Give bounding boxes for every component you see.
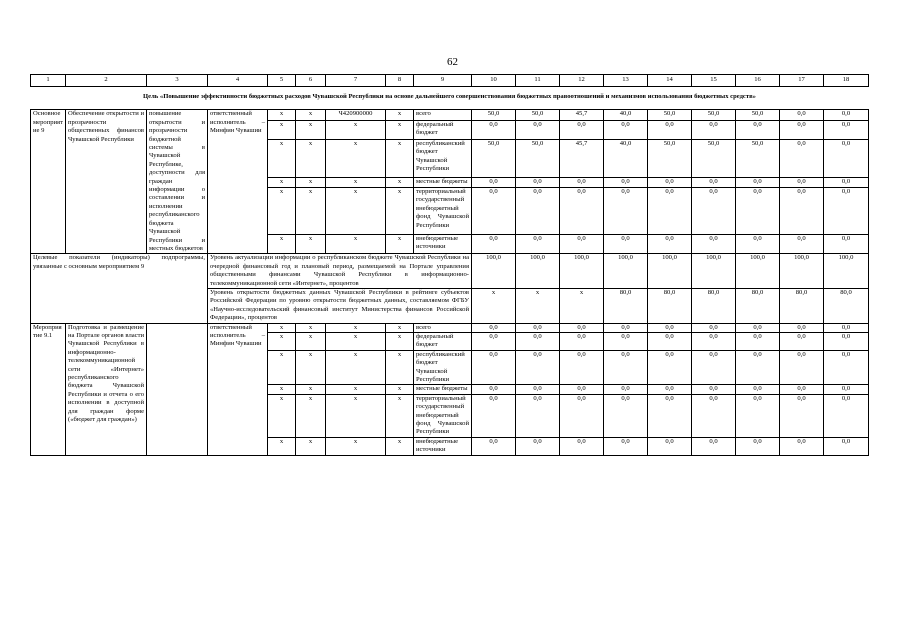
year-value: 0,0 (780, 323, 824, 332)
code-section: x (268, 187, 296, 234)
year-value: 0,0 (604, 177, 648, 187)
year-value: 0,0 (560, 350, 604, 385)
code-target-article: x (326, 394, 386, 437)
indicator-text: Уровень актуализации информации о республиканском бюджете Чувашской Республики на очередной финансовый год и плановый период, размещаемой на Портале управления общественными финансами Чувашской Республики в информационно-телекоммуникационной сети «Интернет», процентов (208, 254, 472, 289)
year-value: 0,0 (780, 394, 824, 437)
funding-source: республиканский бюджет Чувашской Республики (414, 140, 472, 178)
year-value: 0,0 (560, 187, 604, 234)
year-value: 50,0 (516, 110, 560, 120)
year-value: 0,0 (780, 385, 824, 394)
code-section: x (268, 177, 296, 187)
code-target-article: x (326, 187, 386, 234)
code-section: x (268, 323, 296, 332)
measure-9-1-result (147, 323, 208, 455)
year-value: 0,0 (780, 187, 824, 234)
code-section: x (268, 385, 296, 394)
code-target-article: x (326, 120, 386, 139)
code-subsection: x (296, 332, 326, 350)
code-section: x (268, 437, 296, 455)
year-value: 0,0 (736, 332, 780, 350)
code-section: x (268, 332, 296, 350)
code-target-article: x (326, 140, 386, 178)
code-expense-type: x (386, 332, 414, 350)
year-value: 0,0 (736, 120, 780, 139)
code-target-article: x (326, 332, 386, 350)
measure-9-row (31, 110, 869, 120)
year-value: 0,0 (648, 332, 692, 350)
funding-source: федеральный бюджет (414, 120, 472, 139)
year-value: 0,0 (648, 323, 692, 332)
year-value: 0,0 (604, 120, 648, 139)
year-value: 45,7 (560, 140, 604, 178)
measure-9-1-name: Подготовка и размещение на Портале органов власти Чувашской Республики в информационно-телекоммуникационной сети «Интернет» республиканского бюджета Чувашской Республики и отчета о его исполнении в доступной для граждан форме («бюджет для граждан») (66, 323, 147, 455)
year-value: 0,0 (648, 234, 692, 253)
code-subsection: x (296, 394, 326, 437)
year-value: 0,0 (516, 350, 560, 385)
year-value: 50,0 (472, 110, 516, 120)
year-value: 0,0 (648, 350, 692, 385)
code-target-article: Ч420900000 (326, 110, 386, 120)
measure-9-1-title: Мероприятие 9.1 (31, 323, 66, 455)
code-section: x (268, 350, 296, 385)
code-subsection: x (296, 437, 326, 455)
year-value: 0,0 (560, 332, 604, 350)
column-number: 15 (692, 75, 736, 87)
code-subsection: x (296, 323, 326, 332)
year-value: 0,0 (648, 394, 692, 437)
code-expense-type: x (386, 120, 414, 139)
year-value: 0,0 (824, 332, 869, 350)
column-number: 5 (268, 75, 296, 87)
measure-9-1-executor: ответственный исполнитель – Минфин Чувашии (208, 323, 268, 455)
year-value: 0,0 (472, 394, 516, 437)
page-number: 62 (447, 56, 458, 68)
year-value: 0,0 (472, 350, 516, 385)
indicator-value: x (516, 288, 560, 323)
year-value: 0,0 (692, 323, 736, 332)
measure-9-result: повышение открытости и прозрачности бюджетной системы в Чувашской Республике, доступности для граждан информации о составлении и исполнении республиканского бюджета Чувашской Республики и местных бюджетов (147, 110, 208, 254)
year-value: 0,0 (472, 177, 516, 187)
year-value: 0,0 (648, 437, 692, 455)
funding-source: территориальный государственный внебюджетный фонд Чувашской Республики (414, 394, 472, 437)
year-value: 0,0 (736, 177, 780, 187)
year-value: 0,0 (780, 140, 824, 178)
year-value: 0,0 (472, 332, 516, 350)
code-target-article: x (326, 234, 386, 253)
code-subsection: x (296, 140, 326, 178)
code-section: x (268, 140, 296, 178)
indicator-value: 100,0 (648, 254, 692, 289)
year-value: 0,0 (824, 187, 869, 234)
column-number-row (31, 75, 869, 87)
code-subsection: x (296, 110, 326, 120)
year-value: 0,0 (736, 234, 780, 253)
year-value: 0,0 (472, 385, 516, 394)
year-value: 0,0 (472, 437, 516, 455)
indicator-value: 80,0 (780, 288, 824, 323)
year-value: 40,0 (604, 140, 648, 178)
funding-source: внебюджетные источники (414, 234, 472, 253)
year-value: 0,0 (560, 177, 604, 187)
year-value: 0,0 (560, 234, 604, 253)
year-value: 0,0 (516, 187, 560, 234)
year-value: 0,0 (780, 332, 824, 350)
year-value: 40,0 (604, 110, 648, 120)
year-value: 0,0 (604, 234, 648, 253)
code-expense-type: x (386, 234, 414, 253)
column-number: 4 (208, 75, 268, 87)
indicator-value: 100,0 (472, 254, 516, 289)
code-section: x (268, 110, 296, 120)
column-number: 8 (386, 75, 414, 87)
funding-source: федеральный бюджет (414, 332, 472, 350)
indicator-text: Уровень открытости бюджетных данных Чувашской Республики в рейтинге субъектов Российской Федерации по уровню открытости бюджетных данных, составляемом ФГБУ «Научно-исследовательский финансовый институт Министерства финансов Российской Федерации», процентов (208, 288, 472, 323)
year-value: 0,0 (516, 177, 560, 187)
year-value: 0,0 (516, 323, 560, 332)
code-expense-type: x (386, 110, 414, 120)
year-value: 0,0 (648, 385, 692, 394)
indicator-value: 100,0 (736, 254, 780, 289)
funding-source: территориальный государственный внебюджетный фонд Чувашской Республики (414, 187, 472, 234)
goal-row (31, 87, 869, 110)
year-value: 0,0 (692, 385, 736, 394)
year-value: 0,0 (604, 437, 648, 455)
year-value: 0,0 (824, 234, 869, 253)
year-value: 0,0 (604, 332, 648, 350)
year-value: 0,0 (736, 385, 780, 394)
year-value: 0,0 (692, 177, 736, 187)
indicator-value: 80,0 (692, 288, 736, 323)
year-value: 0,0 (736, 323, 780, 332)
year-value: 0,0 (692, 234, 736, 253)
year-value: 0,0 (824, 385, 869, 394)
year-value: 0,0 (692, 332, 736, 350)
indicator-row (31, 254, 869, 289)
code-target-article: x (326, 437, 386, 455)
year-value: 0,0 (824, 323, 869, 332)
indicators-label: Целевые показатели (индикаторы) подпрограммы, увязанные с основным мероприятием 9 (31, 254, 208, 323)
year-value: 0,0 (648, 120, 692, 139)
goal-title: Цель «Повышение эффективности бюджетных расходов Чувашской Республики на основе дальнейшего совершенствования бюджетных правоотношений и механизмов использования бюджетных средств» (31, 87, 869, 110)
column-number: 16 (736, 75, 780, 87)
code-expense-type: x (386, 350, 414, 385)
year-value: 0,0 (736, 437, 780, 455)
year-value: 0,0 (472, 323, 516, 332)
measure-9-executor: ответственный исполнитель – Минфин Чувашии (208, 110, 268, 254)
year-value: 0,0 (604, 323, 648, 332)
year-value: 0,0 (516, 385, 560, 394)
indicator-value: 100,0 (604, 254, 648, 289)
year-value: 0,0 (692, 350, 736, 385)
indicator-value: 100,0 (780, 254, 824, 289)
funding-source: внебюджетные источники (414, 437, 472, 455)
year-value: 0,0 (560, 385, 604, 394)
year-value: 0,0 (824, 110, 869, 120)
column-number: 17 (780, 75, 824, 87)
code-subsection: x (296, 187, 326, 234)
column-number: 18 (824, 75, 869, 87)
year-value: 0,0 (560, 394, 604, 437)
code-expense-type: x (386, 323, 414, 332)
code-section: x (268, 234, 296, 253)
budget-table (30, 74, 869, 456)
code-subsection: x (296, 385, 326, 394)
code-subsection: x (296, 120, 326, 139)
code-subsection: x (296, 350, 326, 385)
indicator-value: 100,0 (560, 254, 604, 289)
year-value: 0,0 (648, 187, 692, 234)
column-number: 1 (31, 75, 66, 87)
funding-source: местные бюджеты (414, 177, 472, 187)
year-value: 0,0 (472, 187, 516, 234)
indicator-value: 80,0 (736, 288, 780, 323)
column-number: 7 (326, 75, 386, 87)
funding-source: всего (414, 110, 472, 120)
year-value: 0,0 (516, 394, 560, 437)
year-value: 0,0 (780, 234, 824, 253)
measure-9-name: Обеспечение открытости и прозрачности общественных финансов Чувашской Республики (66, 110, 147, 254)
code-expense-type: x (386, 140, 414, 178)
code-expense-type: x (386, 394, 414, 437)
year-value: 50,0 (648, 110, 692, 120)
year-value: 0,0 (780, 350, 824, 385)
indicator-value: 80,0 (604, 288, 648, 323)
column-number: 11 (516, 75, 560, 87)
indicator-value: 100,0 (692, 254, 736, 289)
year-value: 0,0 (824, 394, 869, 437)
indicator-value: 100,0 (516, 254, 560, 289)
year-value: 45,7 (560, 110, 604, 120)
year-value: 0,0 (516, 437, 560, 455)
code-expense-type: x (386, 437, 414, 455)
funding-source: республиканский бюджет Чувашской Республики (414, 350, 472, 385)
year-value: 0,0 (824, 177, 869, 187)
year-value: 0,0 (604, 385, 648, 394)
year-value: 0,0 (692, 437, 736, 455)
year-value: 0,0 (560, 437, 604, 455)
year-value: 0,0 (692, 394, 736, 437)
year-value: 0,0 (824, 140, 869, 178)
year-value: 0,0 (780, 177, 824, 187)
column-number: 12 (560, 75, 604, 87)
indicator-value: x (560, 288, 604, 323)
year-value: 50,0 (472, 140, 516, 178)
year-value: 50,0 (516, 140, 560, 178)
column-number: 13 (604, 75, 648, 87)
year-value: 0,0 (780, 437, 824, 455)
year-value: 0,0 (604, 350, 648, 385)
year-value: 0,0 (780, 120, 824, 139)
code-target-article: x (326, 385, 386, 394)
code-section: x (268, 394, 296, 437)
year-value: 0,0 (516, 120, 560, 139)
year-value: 0,0 (472, 234, 516, 253)
year-value: 0,0 (560, 323, 604, 332)
year-value: 50,0 (736, 110, 780, 120)
year-value: 0,0 (692, 187, 736, 234)
code-expense-type: x (386, 385, 414, 394)
year-value: 0,0 (516, 234, 560, 253)
year-value: 0,0 (824, 437, 869, 455)
code-target-article: x (326, 323, 386, 332)
indicator-value: 100,0 (824, 254, 869, 289)
code-subsection: x (296, 234, 326, 253)
code-section: x (268, 120, 296, 139)
column-number: 14 (648, 75, 692, 87)
indicator-value: x (472, 288, 516, 323)
year-value: 0,0 (824, 350, 869, 385)
code-target-article: x (326, 350, 386, 385)
measure-9-1-row (31, 323, 869, 332)
code-subsection: x (296, 177, 326, 187)
measure-9-title: Основное мероприятие 9 (31, 110, 66, 254)
year-value: 50,0 (648, 140, 692, 178)
year-value: 0,0 (824, 120, 869, 139)
funding-source: всего (414, 323, 472, 332)
year-value: 0,0 (604, 394, 648, 437)
year-value: 0,0 (736, 350, 780, 385)
column-number: 2 (66, 75, 147, 87)
indicator-value: 80,0 (824, 288, 869, 323)
year-value: 50,0 (692, 140, 736, 178)
funding-source: местные бюджеты (414, 385, 472, 394)
column-number: 10 (472, 75, 516, 87)
column-number: 3 (147, 75, 208, 87)
year-value: 50,0 (736, 140, 780, 178)
year-value: 50,0 (692, 110, 736, 120)
code-expense-type: x (386, 177, 414, 187)
year-value: 0,0 (736, 187, 780, 234)
year-value: 0,0 (648, 177, 692, 187)
indicator-value: 80,0 (648, 288, 692, 323)
year-value: 0,0 (692, 120, 736, 139)
code-target-article: x (326, 177, 386, 187)
column-number: 9 (414, 75, 472, 87)
year-value: 0,0 (472, 120, 516, 139)
year-value: 0,0 (516, 332, 560, 350)
year-value: 0,0 (780, 110, 824, 120)
code-expense-type: x (386, 187, 414, 234)
year-value: 0,0 (736, 394, 780, 437)
year-value: 0,0 (604, 187, 648, 234)
column-number: 6 (296, 75, 326, 87)
year-value: 0,0 (560, 120, 604, 139)
